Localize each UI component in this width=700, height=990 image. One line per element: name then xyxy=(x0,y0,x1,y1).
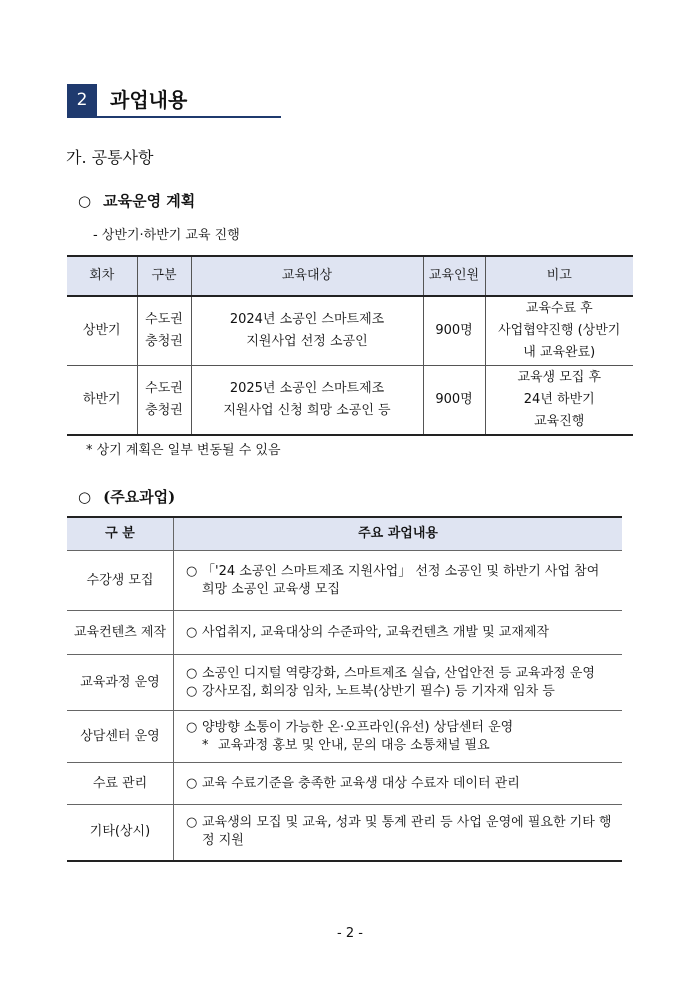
remark-line: 24년 하반기 xyxy=(523,392,595,407)
task-content xyxy=(174,655,623,711)
circle-bullet-icon: ○ xyxy=(186,624,198,640)
education-plan-heading xyxy=(78,190,195,212)
region-line: 수도권 xyxy=(145,312,183,327)
remark-line: 사업협약진행 (상반기 xyxy=(498,323,621,338)
circle-bullet-icon: ○ xyxy=(78,192,92,210)
education-plan-note: - 상반기·하반기 교육 진행 xyxy=(93,228,240,243)
task-category: 교육컨텐츠 제작 xyxy=(67,611,174,655)
circle-bullet-icon: ○ xyxy=(78,488,92,506)
remark-line: 교육수료 후 xyxy=(525,301,593,316)
education-plan-heading-text: 교육운영 계획 xyxy=(103,192,196,210)
task-line: 교육생의 모집 및 교육, 성과 및 통계 관리 등 사업 운영에 필요한 기타 행정 지원 xyxy=(202,815,612,849)
task-content xyxy=(174,711,623,763)
main-tasks-heading-text: (주요과업) xyxy=(103,488,176,506)
plan-count: 900명 xyxy=(423,296,485,366)
task-category: 기타(상시) xyxy=(67,805,174,861)
tasks-row xyxy=(67,805,622,861)
page-number: - 2 - xyxy=(337,926,363,941)
plan-row xyxy=(67,366,633,436)
task-line: 교육과정 홍보 및 안내, 문의 대응 소통채널 필요 xyxy=(218,737,490,753)
education-plan-table xyxy=(67,255,633,436)
tasks-header-row xyxy=(67,517,622,551)
circle-bullet-icon: ○ xyxy=(186,563,198,579)
task-line: 강사모집, 회의장 임차, 노트북(상반기 필수) 등 기자재 임차 등 xyxy=(202,683,555,699)
plan-region xyxy=(137,296,191,366)
target-line: 2024년 소공인 스마트제조 xyxy=(229,312,385,327)
region-line: 충청권 xyxy=(145,403,183,418)
remark-line: 교육생 모집 후 xyxy=(517,370,602,385)
circle-bullet-icon: ○ xyxy=(186,775,198,791)
plan-target xyxy=(191,296,423,366)
task-category: 수료 관리 xyxy=(67,763,174,805)
circle-bullet-icon: ○ xyxy=(186,665,198,681)
circle-bullet-icon: ○ xyxy=(186,683,198,699)
target-line: 지원사업 신청 희망 소공인 등 xyxy=(223,403,391,418)
task-category: 교육과정 운영 xyxy=(67,655,174,711)
circle-bullet-icon: ○ xyxy=(186,815,198,831)
plan-count: 900명 xyxy=(423,366,485,436)
plan-header-cell: 회차 xyxy=(67,256,137,296)
target-line: 2025년 소공인 스마트제조 xyxy=(229,381,385,396)
plan-remark xyxy=(485,366,633,436)
tasks-row xyxy=(67,655,622,711)
tasks-row xyxy=(67,611,622,655)
task-category: 상담센터 운영 xyxy=(67,711,174,763)
target-line: 지원사업 선정 소공인 xyxy=(246,334,368,349)
plan-round: 상반기 xyxy=(67,296,137,366)
region-line: 수도권 xyxy=(145,381,183,396)
plan-target xyxy=(191,366,423,436)
remark-line: 내 교육완료) xyxy=(523,345,596,360)
tasks-row xyxy=(67,711,622,763)
plan-header-row xyxy=(67,256,633,296)
task-content xyxy=(174,611,623,655)
main-tasks-heading xyxy=(78,486,175,508)
plan-footnote: * 상기 계획은 일부 변동될 수 있음 xyxy=(86,443,281,458)
tasks-row xyxy=(67,763,622,805)
plan-header-cell: 교육대상 xyxy=(191,256,423,296)
plan-round: 하반기 xyxy=(67,366,137,436)
plan-remark xyxy=(485,296,633,366)
task-content xyxy=(174,805,623,861)
task-content xyxy=(174,763,623,805)
task-line: 사업취지, 교육대상의 수준파악, 교육컨텐츠 개발 및 교재제작 xyxy=(202,624,550,640)
remark-line: 교육진행 xyxy=(534,414,585,429)
plan-row xyxy=(67,296,633,366)
main-tasks-table xyxy=(67,516,622,862)
section-title: 과업내용 xyxy=(110,88,188,112)
plan-header-cell: 교육인원 xyxy=(423,256,485,296)
asterisk-icon: * xyxy=(202,737,209,753)
task-category: 수강생 모집 xyxy=(67,551,174,611)
task-line: 소공인 디지털 역량강화, 스마트제조 실습, 산업안전 등 교육과정 운영 xyxy=(202,665,595,681)
circle-bullet-icon: ○ xyxy=(186,719,198,735)
plan-region xyxy=(137,366,191,436)
task-content xyxy=(174,551,623,611)
plan-header-cell: 구분 xyxy=(137,256,191,296)
tasks-header-cell: 주요 과업내용 xyxy=(174,517,623,551)
section-number: 2 xyxy=(67,84,97,116)
tasks-row xyxy=(67,551,622,611)
region-line: 충청권 xyxy=(145,334,183,349)
plan-header-cell: 비고 xyxy=(485,256,633,296)
task-line: 양방향 소통이 가능한 온·오프라인(유선) 상담센터 운영 xyxy=(202,719,514,735)
subheading: 가. 공통사항 xyxy=(66,148,154,167)
tasks-header-cell: 구 분 xyxy=(67,517,174,551)
task-line: 「'24 소공인 스마트제조 지원사업」 선정 소공인 및 하반기 사업 참여 희망 소공인 교육생 모집 xyxy=(202,563,600,597)
task-line: 교육 수료기준을 충족한 교육생 대상 수료자 데이터 관리 xyxy=(202,775,520,791)
